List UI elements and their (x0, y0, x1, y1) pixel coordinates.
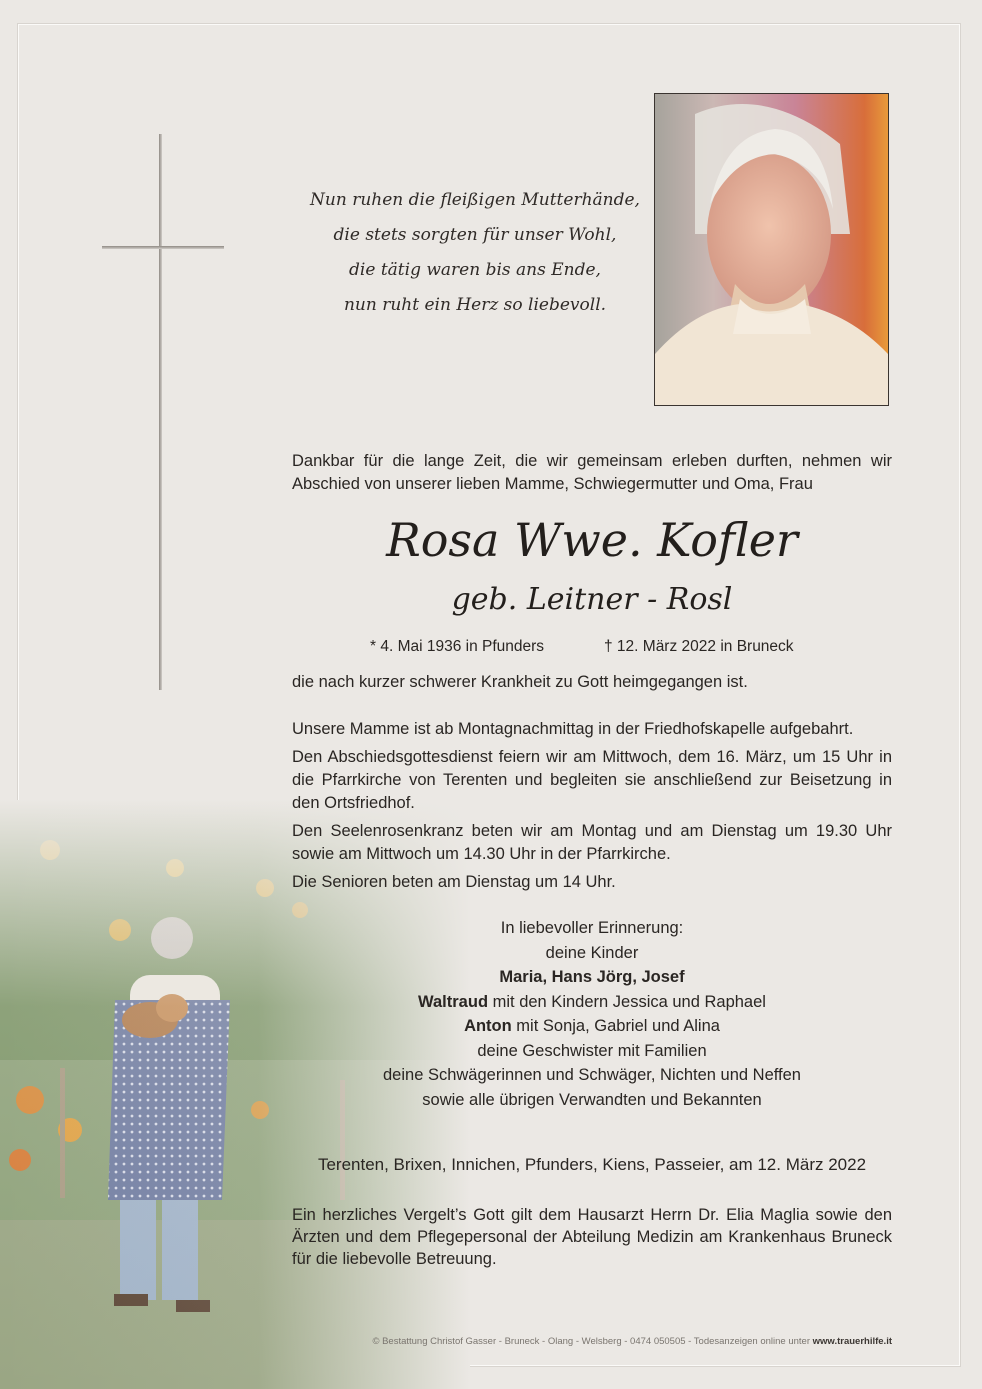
birth-date: * 4. Mai 1936 in Pfunders (370, 638, 545, 655)
inlaws-line: deine Schwägerinnen und Schwäger, Nichten und Neffen (383, 1066, 801, 1084)
siblings-line: deine Geschwister mit Familien (477, 1041, 707, 1060)
quote-line: Nun ruhen die fleißigen Mutterhände, (310, 190, 640, 210)
maiden-name: geb. Leitner - Rosl (451, 582, 733, 617)
mourner-family: mit den Kindern Jessica und Raphael (488, 992, 766, 1011)
place-date: Terenten, Brixen, Innichen, Pfunders, Kiens, Passeier, am 12. März 2022 (317, 1155, 867, 1174)
quote-line: die stets sorgten für unser Wohl, (333, 225, 617, 245)
cross-vertical-bar (159, 134, 162, 690)
mourner-name: Waltraud (418, 992, 489, 1011)
footer-link[interactable]: www.trauerhilfe.it (812, 1336, 892, 1347)
detail-paragraph: Den Seelenrosenkranz beten wir am Montag und am Dienstag um 19.30 Uhr sowie am Mittwoch um 14.30 Uhr in der Pfarrkirche. (292, 822, 892, 863)
children-names: Maria, Hans Jörg, Josef (499, 968, 685, 986)
detail-paragraph: Den Abschiedsgottesdienst feiern wir am Mittwoch, dem 16. März, um 15 Uhr in die Pfarrkirche von Terenten und begleiten sie anschließend zur Beisetzung in den Ortsfriedhof. (292, 748, 892, 812)
mourner-name: Anton (464, 1017, 512, 1035)
intro-text: Dankbar für die lange Zeit, die wir gemeinsam erleben durften, nehmen wir Abschied von unserer lieben Mamme, Schwiegermutter und Oma, Frau (292, 452, 892, 493)
children-label: deine Kinder (545, 943, 639, 962)
portrait-photo (654, 93, 889, 406)
detail-paragraph: Die Senioren beten am Dienstag um 14 Uhr. (292, 873, 616, 891)
memorial-quote (300, 183, 650, 323)
mourner-line (292, 1014, 892, 1039)
deceased-name: Rosa Wwe. Kofler (386, 513, 798, 567)
mourner-line (292, 990, 892, 1015)
quote-line: nun ruht ein Herz so liebevoll. (343, 295, 607, 315)
thanks-text: Ein herzliches Vergelt’s Gott gilt dem Hausarzt Herrn Dr. Elia Maglia sowie den Ärzten und dem Pflegepersonal der Abteilung Medizin am Krankenhaus Bruneck für die liebevolle Betreuung. (292, 1206, 892, 1268)
footer (292, 1336, 892, 1347)
death-date: † 12. März 2022 in Bruneck (604, 638, 794, 655)
mourners-heading: In liebevoller Erinnerung: (500, 919, 684, 937)
quote-line: die tätig waren bis ans Ende, (349, 260, 601, 280)
footer-text: © Bestattung Christof Gasser - Bruneck - Olang - Welsberg - 0474 050505 - Todesanzeigen online unter (372, 1336, 813, 1347)
cross-horizontal-bar (102, 246, 224, 249)
mourners-list (292, 916, 892, 1112)
detail-paragraph: Unsere Mamme ist ab Montagnachmittag in der Friedhofskapelle aufgebahrt. (292, 720, 854, 738)
funeral-details (292, 718, 892, 899)
passing-text: die nach kurzer schwerer Krankheit zu Gott heimgegangen ist. (292, 673, 748, 691)
mourner-family: mit Sonja, Gabriel und Alina (511, 1017, 720, 1035)
relatives-line: sowie alle übrigen Verwandten und Bekannten (422, 1090, 762, 1109)
